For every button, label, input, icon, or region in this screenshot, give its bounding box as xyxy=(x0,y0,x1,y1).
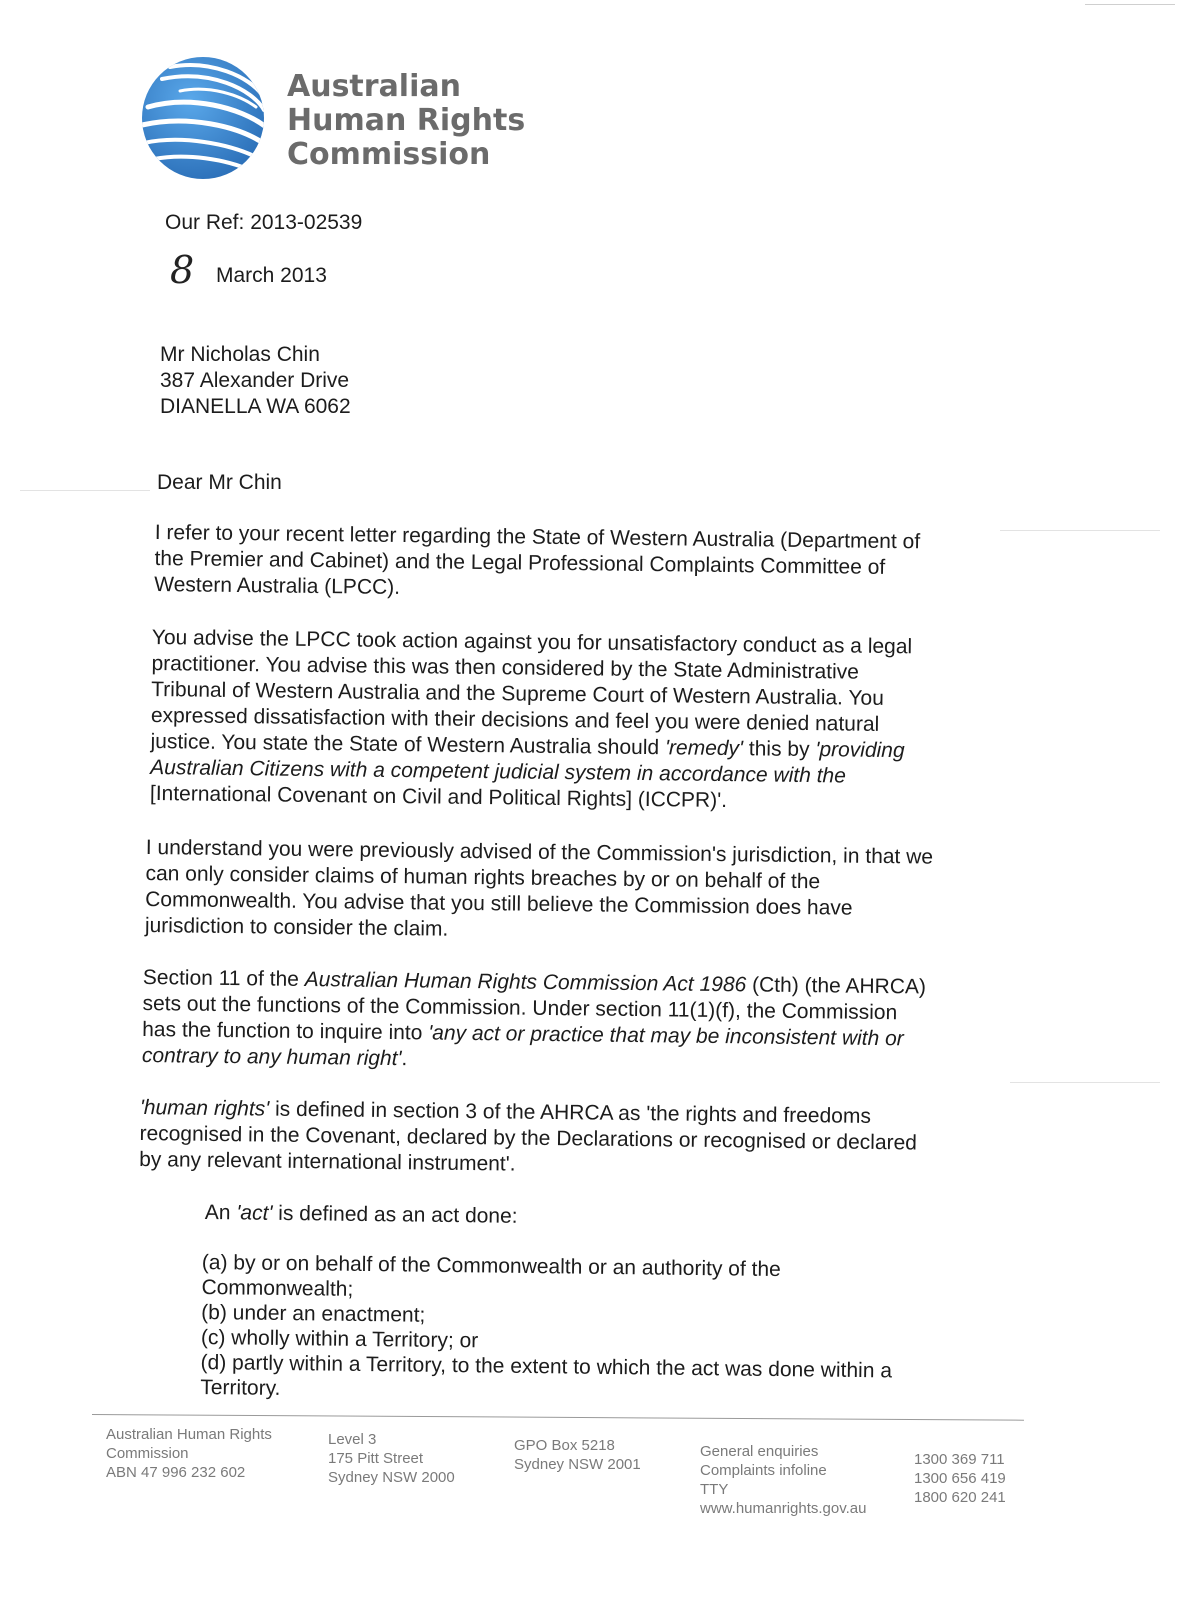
paragraph-complaint-summary xyxy=(150,625,992,817)
paragraph-line: Western Australia (LPCC). xyxy=(154,572,401,599)
list-item: (d) partly within a Territory, to the extent to which the act was done within a xyxy=(200,1350,893,1383)
paragraph-line: Tribunal of Western Australia and the Supreme Court of Western Australia. You xyxy=(151,677,884,710)
paragraph-section-11 xyxy=(142,965,1003,1079)
address-line: 387 Alexander Drive xyxy=(160,369,350,392)
paragraph-human-rights-definition xyxy=(139,1095,990,1183)
footer-line: Commission xyxy=(106,1445,189,1462)
footer-organisation xyxy=(106,1425,272,1482)
salutation: Dear Mr Chin xyxy=(157,471,282,494)
paragraph-line: You advise the LPCC took action against you for unsatisfactory conduct as a legal xyxy=(151,625,913,659)
scan-artifact xyxy=(20,490,150,491)
text-run: '. xyxy=(717,788,728,813)
quote-providing: 'providing xyxy=(815,738,905,763)
footer-line: 1800 620 241 xyxy=(914,1489,1006,1506)
footer-line: Australian Human Rights xyxy=(106,1426,272,1443)
footer-divider xyxy=(92,1414,1024,1421)
text-run: is defined in section 3 of the AHRCA as 'the rights and freedoms xyxy=(269,1097,872,1128)
quote-continued: Australian Citizens with a competent judicial system in accordance with the xyxy=(150,755,847,788)
paragraph-line: recognised in the Covenant, declared by the Declarations or recognised or declared xyxy=(139,1121,918,1155)
wordmark-line: Australian xyxy=(287,69,461,104)
reference-number: Our Ref: 2013-02539 xyxy=(165,211,363,234)
paragraph-line: I understand you were previously advised of the Commission's jurisdiction, in that we xyxy=(145,835,934,869)
term-act: 'act' xyxy=(236,1201,273,1225)
paragraph-act-definition xyxy=(205,1200,518,1230)
list-item: (a) by or on behalf of the Commonwealth or an authority of the xyxy=(201,1250,781,1282)
paragraph-line: jurisdiction to consider the claim. xyxy=(144,913,449,941)
text-run: justice. You state the State of Western Australia should xyxy=(150,729,666,760)
footer-street-address xyxy=(328,1430,455,1487)
footer-line: 1300 656 419 xyxy=(914,1470,1006,1487)
term-human-rights: 'human rights' xyxy=(139,1095,270,1121)
scan-artifact xyxy=(1000,530,1160,531)
text-run: An xyxy=(204,1200,237,1225)
wordmark-line: Commission xyxy=(287,137,491,172)
list-item: (c) wholly within a Territory; or xyxy=(200,1325,479,1353)
text-run: is defined as an act done: xyxy=(272,1201,518,1228)
footer-line: Level 3 xyxy=(328,1431,377,1448)
text-run: this by xyxy=(742,737,816,762)
scan-artifact xyxy=(1085,4,1175,5)
paragraph-line xyxy=(205,1200,518,1230)
footer-line: TTY xyxy=(700,1481,729,1498)
footer-line: ABN 47 996 232 602 xyxy=(106,1464,246,1481)
paragraph-jurisdiction xyxy=(145,835,1006,949)
footer-line: GPO Box 5218 xyxy=(514,1437,615,1454)
footer-phone-numbers xyxy=(914,1450,1006,1507)
text-run: (Cth) (the AHRCA) xyxy=(746,973,927,999)
act-title: Australian Human Rights Commission Act 1986 xyxy=(304,967,747,997)
list-item: Territory. xyxy=(200,1375,281,1400)
footer-line: 175 Pitt Street xyxy=(328,1450,424,1467)
paragraph-line: can only consider claims of human rights breaches by or on behalf of the xyxy=(145,861,821,894)
date-day-handwritten: 8 xyxy=(170,248,195,292)
quote-function-end: contrary to any human right' xyxy=(141,1043,402,1071)
paragraph-line: the Premier and Cabinet) and the Legal Professional Complaints Committee of xyxy=(154,546,886,579)
footer-line: 1300 369 711 xyxy=(914,1451,1005,1468)
paragraph-line: by any relevant international instrument'. xyxy=(139,1147,516,1176)
paragraph-line: sets out the functions of the Commission. Under section 11(1)(f), the Commission xyxy=(142,991,898,1025)
paragraph-line: expressed dissatisfaction with their decisions and feel you were denied natural xyxy=(150,703,880,736)
paragraph-line: I refer to your recent letter regarding the State of Western Australia (Department of xyxy=(154,520,921,554)
organisation-wordmark xyxy=(287,70,525,172)
text-run: has the function to inquire into xyxy=(142,1017,429,1045)
address-line: Mr Nicholas Chin xyxy=(160,343,320,366)
footer-line: Complaints infoline xyxy=(700,1462,827,1479)
text-run: . xyxy=(401,1047,408,1071)
wordmark-line: Human Rights xyxy=(287,103,526,138)
quote-remedy: 'remedy' xyxy=(664,736,744,761)
address-line: DIANELLA WA 6062 xyxy=(160,395,351,418)
act-definition-list xyxy=(200,1250,893,1408)
footer-line: Sydney NSW 2001 xyxy=(514,1456,641,1473)
paragraph-intro xyxy=(154,520,995,608)
commission-globe-logo xyxy=(140,55,266,181)
paragraph-line: Commonwealth. You advise that you still believe the Commission does have xyxy=(145,887,853,920)
footer-line: General enquiries xyxy=(700,1443,819,1460)
text-run: [International Covenant on Civil and Political Rights] (ICCPR) xyxy=(149,781,718,812)
recipient-address xyxy=(160,342,351,420)
text-run: Section 11 of the xyxy=(142,965,305,991)
footer-line: Sydney NSW 2000 xyxy=(328,1469,455,1486)
date-month-year: March 2013 xyxy=(216,264,327,287)
quote-function: 'any act or practice that may be inconsistent with or xyxy=(428,1021,904,1051)
footer-contact-labels xyxy=(700,1442,866,1518)
list-item: (b) under an enactment; xyxy=(201,1300,426,1327)
scan-artifact xyxy=(1010,1082,1160,1083)
paragraph-line: practitioner. You advise this was then considered by the State Administrative xyxy=(151,651,860,684)
footer-postal-address xyxy=(514,1436,641,1474)
list-item: Commonwealth; xyxy=(201,1275,354,1301)
footer-website: www.humanrights.gov.au xyxy=(700,1500,867,1517)
